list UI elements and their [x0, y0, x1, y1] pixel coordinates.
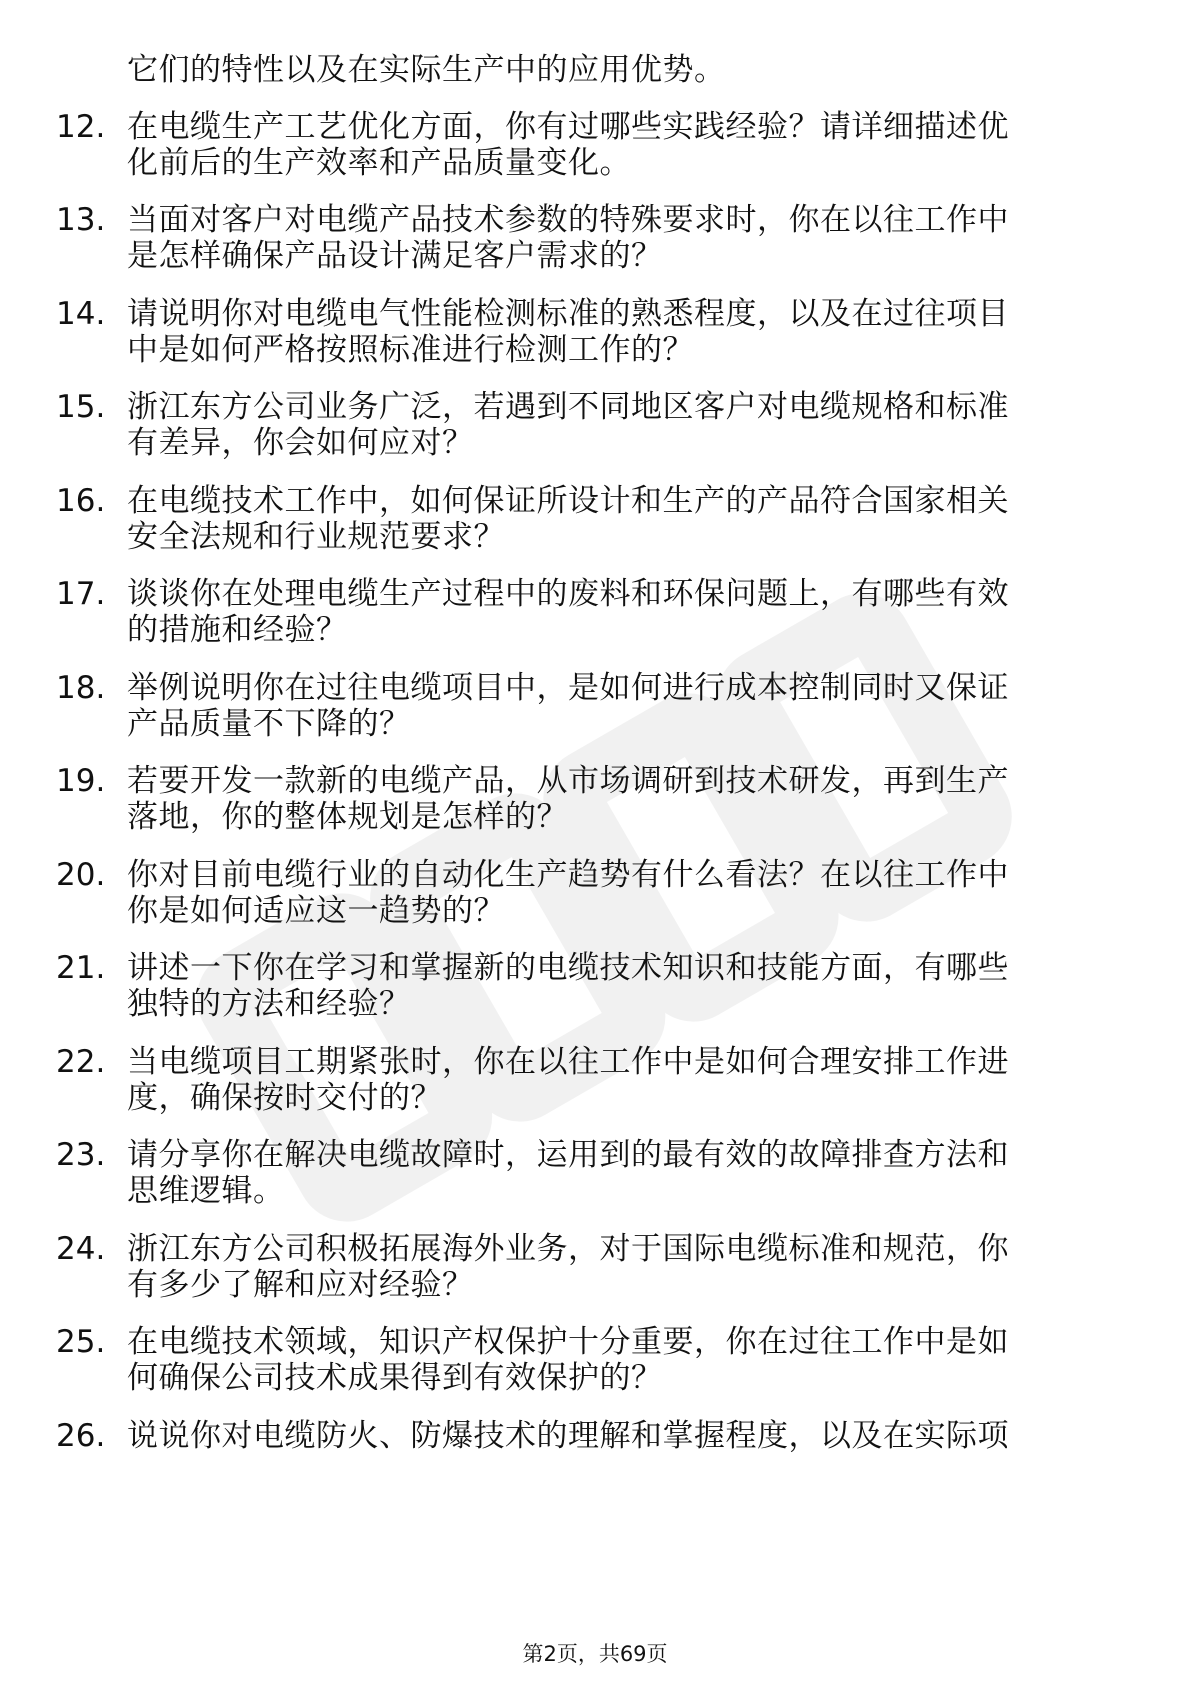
question-text-line: 浙江东方公司积极拓展海外业务，对于国际电缆标准和规范，你	[127, 1231, 1009, 1267]
question-text-line: 在电缆生产工艺优化方面，你有过哪些实践经验？请详细描述优	[127, 109, 1009, 145]
question-text-line: 讲述一下你在学习和掌握新的电缆技术知识和技能方面，有哪些	[127, 950, 1009, 986]
question-text-line: 有差异，你会如何应对？	[127, 425, 474, 461]
page-number-footer: 第2页，共69页	[522, 1642, 668, 1666]
question-number: 15.	[56, 389, 106, 425]
question-text-line: 说说你对电缆防火、防爆技术的理解和掌握程度，以及在实际项	[127, 1418, 1009, 1454]
question-text-line: 有多少了解和应对经验？	[127, 1267, 474, 1303]
question-text-line: 它们的特性以及在实际生产中的应用优势。	[127, 52, 726, 88]
question-text-line: 思维逻辑。	[127, 1173, 285, 1209]
question-text-line: 在电缆技术工作中，如何保证所设计和生产的产品符合国家相关	[127, 483, 1009, 519]
question-text-line: 在电缆技术领域，知识产权保护十分重要，你在过往工作中是如	[127, 1324, 1009, 1360]
question-text-line: 度，确保按时交付的？	[127, 1080, 442, 1116]
question-number: 21.	[56, 950, 106, 986]
question-number: 25.	[56, 1324, 106, 1360]
question-text-line: 你是如何适应这一趋势的？	[127, 893, 505, 929]
question-number: 14.	[56, 296, 106, 332]
question-number: 23.	[56, 1137, 106, 1173]
question-text-line: 你对目前电缆行业的自动化生产趋势有什么看法？在以往工作中	[127, 857, 1009, 893]
question-text-line: 举例说明你在过往电缆项目中，是如何进行成本控制同时又保证	[127, 670, 1009, 706]
question-text-line: 谈谈你在处理电缆生产过程中的废料和环保问题上，有哪些有效	[127, 576, 1009, 612]
question-text-line: 何确保公司技术成果得到有效保护的？	[127, 1360, 663, 1396]
question-number: 22.	[56, 1044, 106, 1080]
question-number: 20.	[56, 857, 106, 893]
question-text-line: 中是如何严格按照标准进行检测工作的？	[127, 332, 694, 368]
question-text-line: 若要开发一款新的电缆产品，从市场调研到技术研发，再到生产	[127, 763, 1009, 799]
question-text-line: 当面对客户对电缆产品技术参数的特殊要求时，你在以往工作中	[127, 202, 1009, 238]
question-text-line: 产品质量不下降的？	[127, 706, 411, 742]
question-number: 18.	[56, 670, 106, 706]
question-text-line: 是怎样确保产品设计满足客户需求的？	[127, 238, 663, 274]
question-text-line: 化前后的生产效率和产品质量变化。	[127, 145, 631, 181]
question-text-line: 请分享你在解决电缆故障时，运用到的最有效的故障排查方法和	[127, 1137, 1009, 1173]
question-number: 17.	[56, 576, 106, 612]
question-number: 24.	[56, 1231, 106, 1267]
question-number: 19.	[56, 763, 106, 799]
question-number: 16.	[56, 483, 106, 519]
question-text-line: 落地，你的整体规划是怎样的？	[127, 799, 568, 835]
question-text-line: 请说明你对电缆电气性能检测标准的熟悉程度，以及在过往项目	[127, 296, 1009, 332]
question-text-line: 安全法规和行业规范要求？	[127, 519, 505, 555]
question-text-line: 浙江东方公司业务广泛，若遇到不同地区客户对电缆规格和标准	[127, 389, 1009, 425]
question-text-line: 当电缆项目工期紧张时，你在以往工作中是如何合理安排工作进	[127, 1044, 1009, 1080]
question-number: 12.	[56, 109, 106, 145]
question-number: 26.	[56, 1418, 106, 1454]
question-text-line: 独特的方法和经验？	[127, 986, 411, 1022]
question-text-line: 的措施和经验？	[127, 612, 348, 648]
question-number: 13.	[56, 202, 106, 238]
